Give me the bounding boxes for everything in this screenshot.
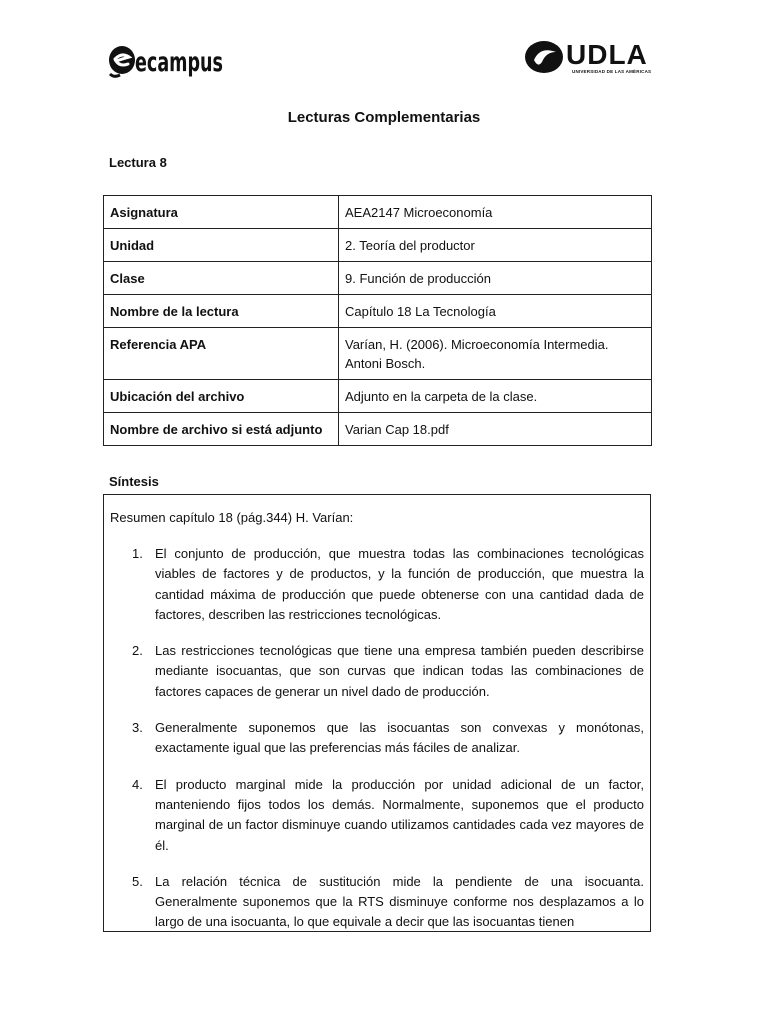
row-label: Nombre de archivo si está adjunto	[104, 413, 339, 446]
item-number: 4.	[132, 776, 143, 792]
table-row	[104, 328, 652, 380]
row-label: Asignatura	[104, 196, 339, 229]
sintesis-intro: Resumen capítulo 18 (pág.344) H. Varían:	[110, 510, 354, 525]
ecampus-logo	[108, 40, 226, 85]
udla-logo-text: UDLA	[566, 39, 648, 70]
row-value: 2. Teoría del productor	[339, 229, 652, 262]
row-label: Ubicación del archivo	[104, 380, 339, 413]
row-label: Clase	[104, 262, 339, 295]
udla-logo-subtitle: UNIVERSIDAD DE LAS AMÉRICAS	[572, 69, 652, 74]
row-label: Referencia APA	[104, 328, 339, 380]
table-row	[104, 262, 652, 295]
list-item	[104, 872, 650, 933]
row-value: Varían, H. (2006). Microeconomía Intermedia. Antoni Bosch.	[339, 328, 652, 380]
item-number: 1.	[132, 546, 143, 561]
ecampus-logo-text: ecampus	[135, 47, 223, 78]
row-value: 9. Función de producción	[339, 262, 652, 295]
lectura-number: Lectura 8	[109, 155, 167, 170]
table-row	[104, 380, 652, 413]
list-item	[104, 544, 650, 625]
item-number: 3.	[132, 720, 143, 736]
list-item	[104, 641, 650, 702]
list-item	[104, 775, 650, 856]
summary-list	[104, 544, 650, 949]
item-text: El conjunto de producción, que muestra todas las combinaciones tecnológicas viables de factores y de productos, y la función de producción, que muestra la cantidad máxima de producción que puede obtenerse con una cantidad dada de factores, describen las restricciones tecnológicas.	[155, 546, 644, 622]
item-text: El producto marginal mide la producción por unidad adicional de un factor, manteniendo fijos todos los demás. Normalmente, suponemos que el producto marginal de un factor disminuye cuando utilizamos cantidades cada vez mayores de él.	[155, 776, 644, 853]
item-number: 5.	[132, 873, 143, 889]
row-label: Unidad	[104, 229, 339, 262]
table-row	[104, 413, 652, 446]
udla-logo	[524, 39, 652, 80]
item-text: La relación técnica de sustitución mide la pendiente de una isocuanta. Generalmente suponemos que la RTS disminuye conforme nos desplazamos a lo largo de una isocuanta, lo que equivale a decir que las isocuantas tienen	[155, 873, 644, 930]
sintesis-heading: Síntesis	[109, 474, 159, 489]
row-value: Capítulo 18 La Tecnología	[339, 295, 652, 328]
info-table	[103, 195, 652, 446]
row-value: AEA2147 Microeconomía	[339, 196, 652, 229]
table-row	[104, 196, 652, 229]
row-value: Adjunto en la carpeta de la clase.	[339, 380, 652, 413]
sintesis-box	[103, 494, 651, 932]
item-text: Generalmente suponemos que las isocuantas son convexas y monótonas, exactamente igual que las preferencias más fáciles de analizar.	[155, 720, 644, 756]
list-item	[104, 718, 650, 759]
row-value: Varian Cap 18.pdf	[339, 413, 652, 446]
table-row	[104, 229, 652, 262]
table-row	[104, 295, 652, 328]
item-number: 2.	[132, 643, 143, 659]
item-text: Las restricciones tecnológicas que tiene una empresa también pueden describirse mediante isocuantas, que son curvas que indican todas las combinaciones de factores capaces de generar un nivel dado de producción.	[155, 643, 644, 699]
row-label: Nombre de la lectura	[104, 295, 339, 328]
page-title: Lecturas Complementarias	[287, 109, 481, 126]
